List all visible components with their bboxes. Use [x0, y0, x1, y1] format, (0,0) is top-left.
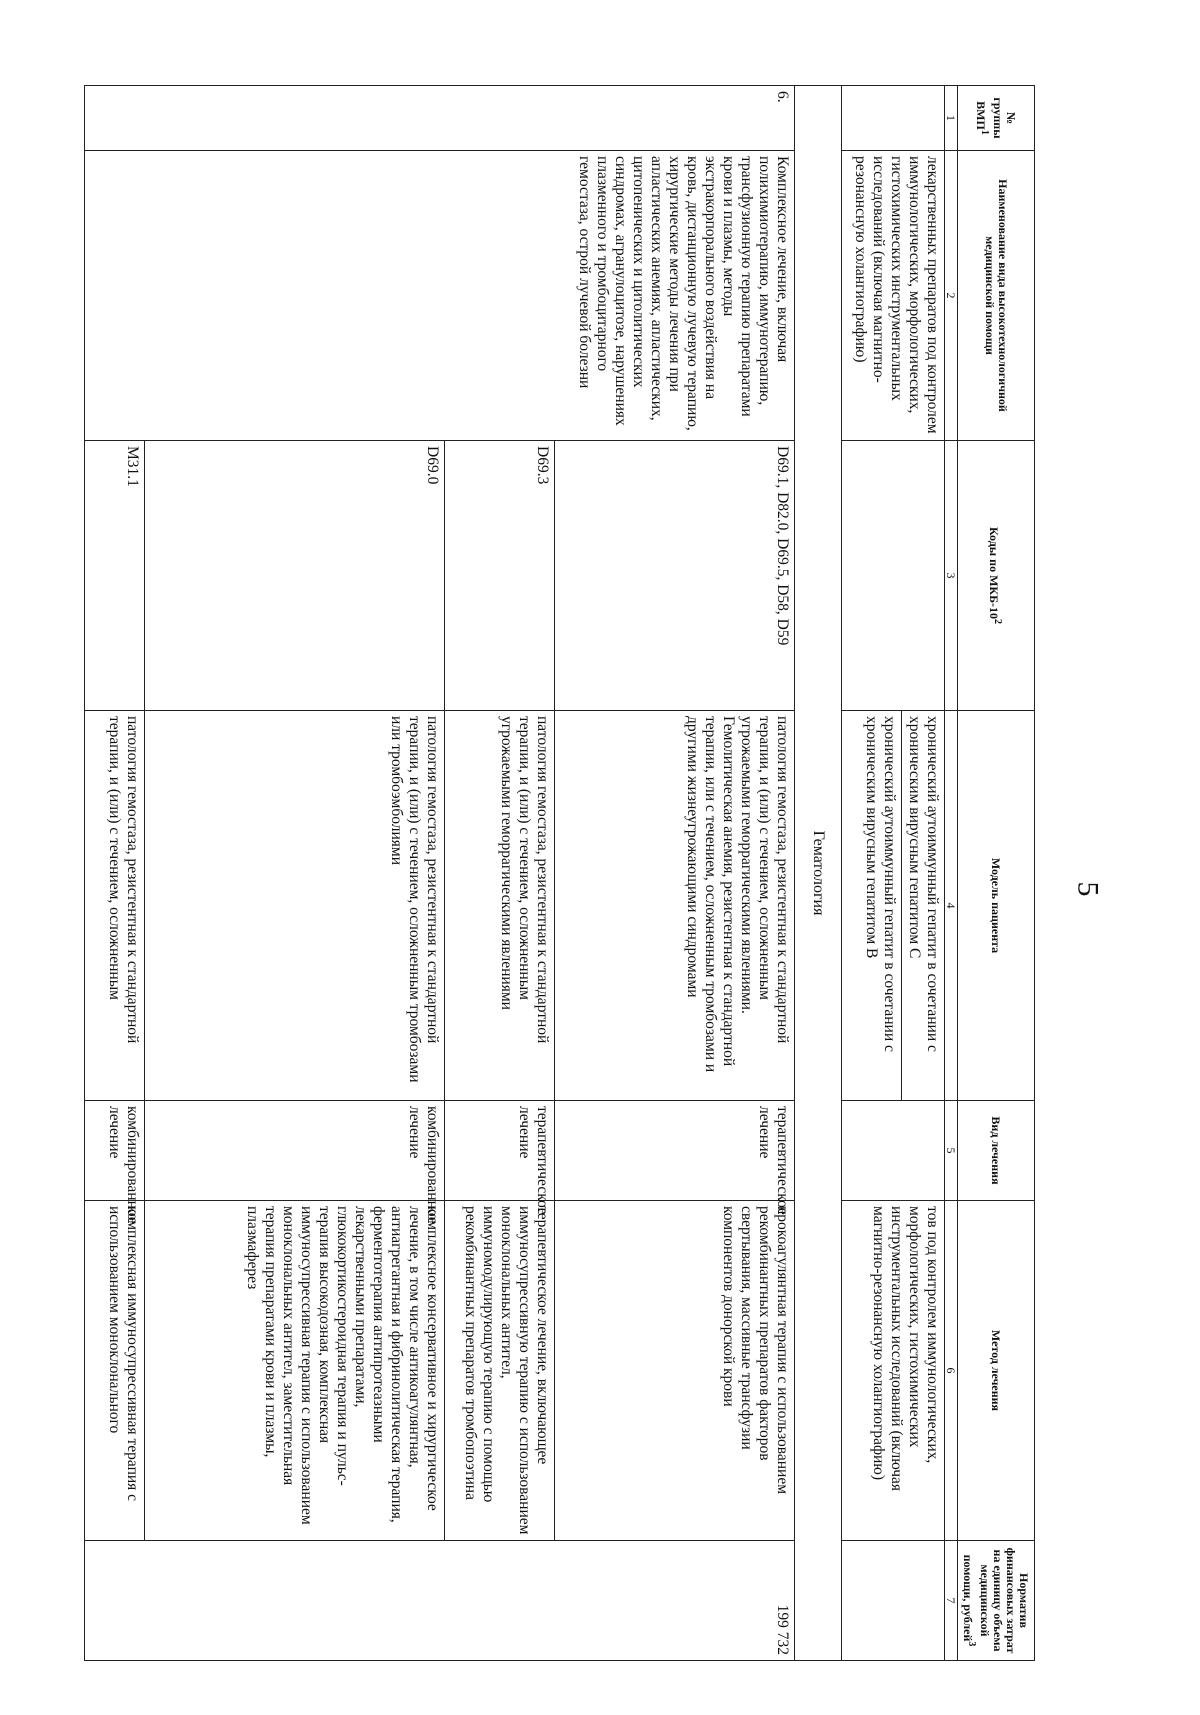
header-mkb: Коды по МКБ-$10^2$: [958, 441, 1035, 711]
vmp-table: [84, 85, 1035, 1661]
header-row: [958, 86, 1035, 1661]
mkb-codes: D69.3: [445, 441, 555, 711]
patient-model: патология гемостаза, резистентная к стандартной терапии, и (или) с течением, осложненным угрожаемыми геморрагическими явлениями: [445, 711, 555, 1101]
continued-group-cell: [842, 86, 945, 151]
treatment-type: комбинированное лечение: [145, 1101, 445, 1201]
treatment-type: комбинированное лечение: [85, 1101, 145, 1201]
continued-model-1: хронический аутоиммунный гепатит в сочетании с хроническим вирусным гепатитом С: [902, 711, 945, 1101]
column-number: 7: [945, 1541, 958, 1661]
mkb-codes: D69.0: [145, 441, 445, 711]
continued-method: тов под контролем иммунологических, морфологических, гистохимических инструментальных исследований (включая магнитно-резонансную холангиографию): [842, 1201, 945, 1541]
group-number: 6.: [85, 86, 795, 151]
header-method: Метод лечения: [958, 1201, 1035, 1541]
patient-model: патология гемостаза, резистентная к стандартной терапии, и (или) с течением, осложненным тромбозами или тромбоэмболиями: [145, 711, 445, 1101]
continued-model-2: хронический аутоиммунный гепатит в сочетании с хроническим вирусным гепатитом В: [842, 711, 902, 1101]
treatment-method: прокоагулянтная терапия с использованием рекомбинантных препаратов факторов свертывания, массивные трансфузии компонентов донорской крови: [555, 1201, 795, 1541]
header-name: Наименование вида высокотехнологичной медицинской помощи: [958, 151, 1035, 441]
column-number: 1: [945, 86, 958, 151]
patient-model: патология гемостаза, резистентная к стандартной терапии, и (или) с течением, осложненным: [85, 711, 145, 1101]
section-row: [795, 86, 842, 1661]
continued-name: лекарственных препаратов под контролем иммунологических, морфологических, гистохимических инструментальных исследований (включая магнитно-резонансную холангиографию): [842, 151, 945, 441]
column-number: 5: [945, 1101, 958, 1201]
treatment-type: терапевтическое лечение: [555, 1101, 795, 1201]
column-number: 6: [945, 1201, 958, 1541]
continued-codes: [842, 441, 945, 711]
mkb-codes: M31.1: [85, 441, 145, 711]
header-norm: Норматив финансовых затрат на единицу объема медицинской помощи, рублей$^3$: [958, 1541, 1035, 1661]
header-type: Вид лечения: [958, 1101, 1035, 1201]
header-model: Модель пациента: [958, 711, 1035, 1101]
treatment-type: терапевтическое лечение: [445, 1101, 555, 1201]
patient-model: патология гемостаза, резистентная к стандартной терапии, и (или) с течением, осложненным угрожаемыми геморрагическими явлениями. Гемолитическая анемия, резистентная к стандартной терапии, или с течением, осложненным тромбозами и другими жизнеугрожающими синдромами: [555, 711, 795, 1101]
continued-type: [842, 1101, 945, 1201]
norm-value: 199 732: [85, 1541, 795, 1661]
section-title: Гематология: [795, 86, 842, 1661]
column-number: 2: [945, 151, 958, 441]
column-number: 3: [945, 441, 958, 711]
treatment-method: терапевтическое лечение, включающее иммуносупрессивную терапию с использованием моноклональных антител, иммуномодулирующую терапию с помощью рекомбинантных препаратов тромбопоэтина: [445, 1201, 555, 1541]
rotated-page: [75, 85, 1035, 1660]
header-group: № группы ВМП$^1$: [958, 86, 1035, 151]
continued-norm: [842, 1541, 945, 1661]
treatment-method: комплексная иммуносупрессивная терапия с использованием моноклонального: [85, 1201, 145, 1541]
group6-row-1: [555, 86, 795, 1661]
group-name: Комплексное лечение, включая полихимиотерапию, иммунотерапию, трансфузионную терапию препаратами крови и плазмы, методы экстракорпорального воздействия на кровь, дистанционную лучевую терапию, хирургические методы лечения при апластических анемиях, апластических, цитопенических и цитолитических синдромах, агранулоцитозе, нарушениях плазменного и тромбоцитарного гемостаза, острой лучевой болезни: [85, 151, 795, 441]
continued-row: [902, 86, 945, 1661]
column-number: 4: [945, 711, 958, 1101]
mkb-codes: D69.1, D82.0, D69.5, D58, D59: [555, 441, 795, 711]
column-number-row: [945, 86, 958, 1661]
page-number: 5: [1071, 881, 1105, 897]
treatment-method: комплексное консервативное и хирургическое лечение, в том числе антикоагулянтная, антиагрегантная и фибринолитическая терапия, ферментотерапия антипротеазными лекарственными препаратами, глюкокортикостероидная терапия и пульс-терапия высокодозная, комплексная иммуносупрессивная терапия с использованием моноклональных антител, заместительная терапия препаратами крови и плазмы, плазмаферез: [145, 1201, 445, 1541]
